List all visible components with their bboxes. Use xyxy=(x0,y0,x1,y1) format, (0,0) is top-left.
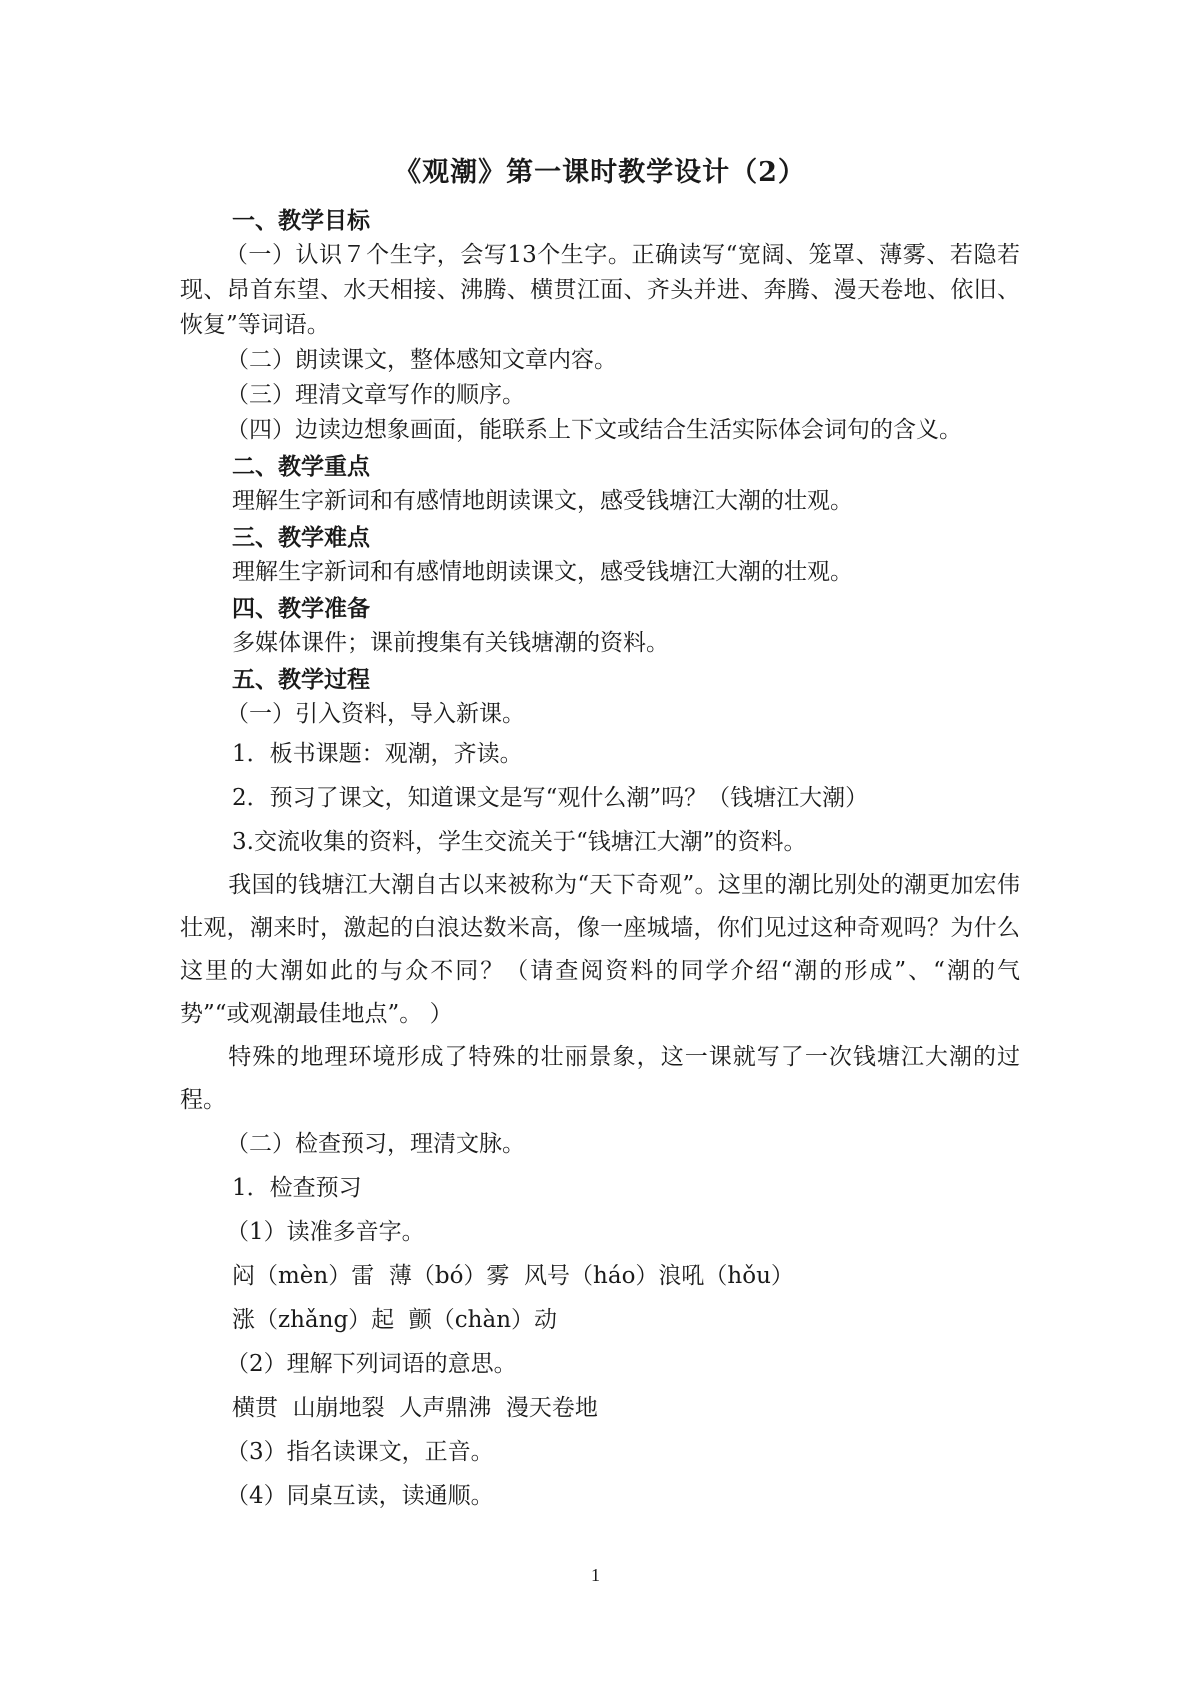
goal-item-3: （三）理清文章写作的顺序。 xyxy=(226,382,525,408)
goal-item-1: （一）认识７个生字，会写13个生字。正确读写“宽阔、笼罩、薄雾、若隐若现、昂首东望、水天相接、沸腾、横贯江面、齐头并进、奔腾、漫天卷地、依旧、恢复”等词语。 xyxy=(180,242,1020,338)
preparation-text: 多媒体课件；课前搜集有关钱塘潮的资料。 xyxy=(232,630,669,656)
step2-title: （二）检查预习，理清文脉。 xyxy=(226,1131,525,1157)
step2-pinyin-line-1: 闷（mèn）雷 薄（bó）雾 风号（háo）浪吼（hǒu） xyxy=(232,1263,794,1289)
step1-item-3: 3.交流收集的资料，学生交流关于“钱塘江大潮”的资料。 xyxy=(232,829,807,855)
step2-pinyin-line-2: 涨（zhǎng）起 颤（chàn）动 xyxy=(232,1307,558,1333)
key-points-text: 理解生字新词和有感情地朗读课文，感受钱塘江大潮的壮观。 xyxy=(232,488,853,514)
step1-paragraph-1: 我国的钱塘江大潮自古以来被称为“天下奇观”。这里的潮比别处的潮更加宏伟壮观，潮来时，激起的白浪达数米高，像一座城墙，你们见过这种奇观吗？为什么这里的大潮如此的与众不同？（请查阅资料的同学介绍“潮的形成”、“潮的气势”“或观潮最佳地点”。 ） xyxy=(180,872,1020,1027)
step2-sub-4: （4）同桌互读，读通顺。 xyxy=(226,1483,494,1509)
step2-sub-2: （2）理解下列词语的意思。 xyxy=(226,1351,517,1377)
step2-item-1: 1．检查预习 xyxy=(232,1175,362,1201)
section-heading-goals: 一、教学目标 xyxy=(232,207,370,234)
goal-item-4: （四）边读边想象画面，能联系上下文或结合生活实际体会词句的含义。 xyxy=(226,417,962,443)
document-page xyxy=(180,150,1020,1518)
section-heading-difficulties: 三、教学难点 xyxy=(232,524,370,551)
step2-word-list: 横贯 山崩地裂 人声鼎沸 漫天卷地 xyxy=(232,1395,598,1421)
step1-paragraph-2: 特殊的地理环境形成了特殊的壮丽景象，这一课就写了一次钱塘江大潮的过程。 xyxy=(180,1044,1020,1113)
page-number: 1 xyxy=(591,1565,600,1585)
step2-sub-3: （3）指名读课文，正音。 xyxy=(226,1439,494,1465)
step2-sub-1: （1）读准多音字。 xyxy=(226,1219,425,1245)
step1-item-1: 1．板书课题：观潮，齐读。 xyxy=(232,741,523,767)
goal-item-2: （二）朗读课文，整体感知文章内容。 xyxy=(226,347,617,373)
section-heading-process: 五、教学过程 xyxy=(232,666,370,693)
section-heading-preparation: 四、教学准备 xyxy=(232,595,370,622)
section-heading-key-points: 二、教学重点 xyxy=(232,453,370,480)
difficulties-text: 理解生字新词和有感情地朗读课文，感受钱塘江大潮的壮观。 xyxy=(232,559,853,585)
document-title: 《观潮》第一课时教学设计（2） xyxy=(394,157,806,188)
step1-item-2: 2．预习了课文，知道课文是写“观什么潮”吗？（钱塘江大潮） xyxy=(232,785,869,811)
step1-title: （一）引入资料，导入新课。 xyxy=(226,701,525,727)
